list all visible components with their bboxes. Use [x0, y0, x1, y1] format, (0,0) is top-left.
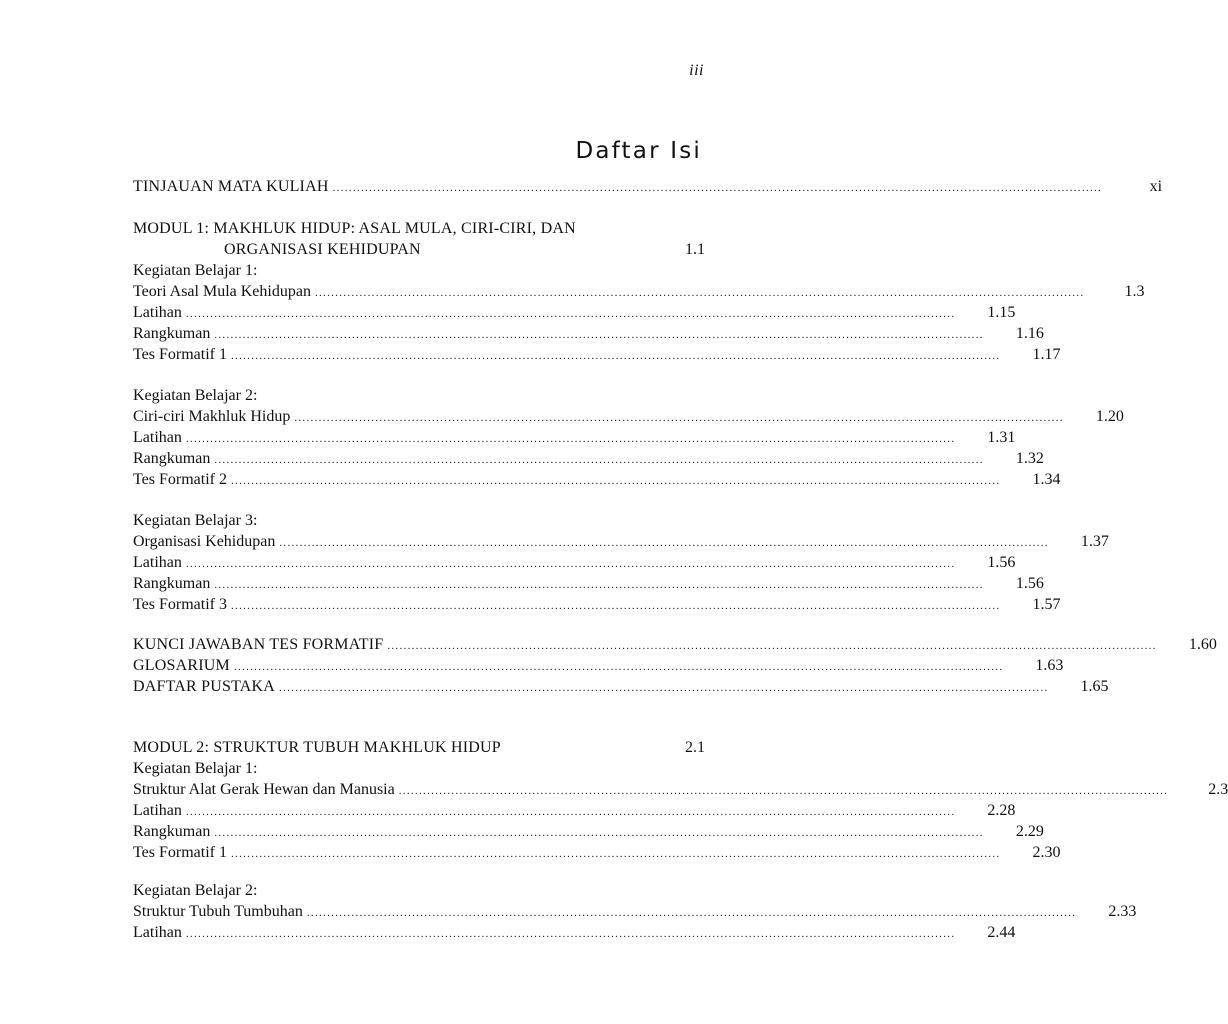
toc-entry[interactable] [133, 531, 1109, 552]
toc-entry-label: MODUL 2: STRUKTUR TUBUH MAKHLUK HIDUP [133, 739, 501, 756]
toc-entry[interactable] [133, 406, 1124, 427]
toc-entry[interactable] [133, 176, 1163, 197]
toc-entry-page: 1.65 [1080, 678, 1109, 695]
toc-leader-dots: .............................................................................................................................................................................................. [332, 182, 1103, 194]
toc-entry-label: Latihan [133, 924, 182, 941]
toc-leader-dots: .............................................................................................................................................................................................. [279, 682, 1049, 694]
toc-entry-label: ORGANISASI KEHIDUPAN [224, 241, 421, 258]
toc-section-heading [133, 510, 705, 531]
toc-entry-label: Ciri-ciri Makhluk Hidup [133, 408, 291, 425]
toc-leader-dots: .............................................................................................................................................................................................. [214, 454, 984, 466]
toc-entry-page: 2.33 [1108, 903, 1137, 920]
toc-entry-label: Struktur Alat Gerak Hewan dan Manusia [133, 781, 395, 798]
toc-entry-label: TINJAUAN MATA KULIAH [133, 178, 329, 195]
toc-entry[interactable] [133, 779, 1228, 800]
toc-entry-label: Rangkuman [133, 450, 211, 467]
toc-entry-label: DAFTAR PUSTAKA [133, 678, 276, 695]
toc-entry-page: 1.1 [685, 241, 705, 258]
toc-section-heading [133, 758, 705, 779]
toc-leader-dots: .............................................................................................................................................................................................. [387, 640, 1157, 652]
toc-entry-page: 2.28 [987, 802, 1016, 819]
toc-entry-label: Kegiatan Belajar 2: [133, 387, 258, 404]
document-title: Daftar Isi [575, 138, 702, 165]
toc-entry-page: 2.29 [1015, 823, 1044, 840]
toc-section-heading [133, 880, 705, 901]
toc-entry-label: GLOSARIUM [133, 657, 230, 674]
toc-entry-page: 1.57 [1032, 596, 1061, 613]
toc-leader-dots: .............................................................................................................................................................................................. [230, 848, 1001, 860]
toc-entry-label: Latihan [133, 429, 182, 446]
toc-entry-label: Teori Asal Mula Kehidupan [133, 283, 311, 300]
toc-entry-label: Kegiatan Belajar 2: [133, 882, 258, 899]
toc-entry-page: 2.3 [1208, 781, 1228, 798]
toc-leader-dots: .............................................................................................................................................................................................. [185, 806, 956, 818]
toc-entry-page: xi [1149, 178, 1163, 195]
toc-entry-label: Kegiatan Belajar 1: [133, 760, 258, 777]
toc-entry[interactable] [133, 302, 1016, 323]
toc-leader-dots: .............................................................................................................................................................................................. [230, 600, 1001, 612]
toc-entry-page: 2.1 [685, 739, 705, 756]
toc-leader-dots: .............................................................................................................................................................................................. [185, 433, 956, 445]
toc-entry-label: Rangkuman [133, 575, 211, 592]
toc-entry[interactable] [133, 901, 1137, 922]
toc-entry[interactable] [133, 922, 1016, 943]
toc-entry-page: 1.31 [987, 429, 1016, 446]
toc-entry-label: Organisasi Kehidupan [133, 533, 276, 550]
toc-leader-dots: .............................................................................................................................................................................................. [185, 308, 956, 320]
toc-entry-page: 1.15 [987, 304, 1016, 321]
toc-entry[interactable] [133, 676, 1109, 697]
toc-leader-dots: .............................................................................................................................................................................................. [398, 785, 1169, 797]
toc-entry-label: Kegiatan Belajar 3: [133, 512, 258, 529]
toc-leader-dots: .............................................................................................................................................................................................. [279, 537, 1049, 549]
toc-entry-label: Latihan [133, 802, 182, 819]
toc-entry-page: 2.44 [987, 924, 1016, 941]
toc-entry[interactable] [133, 281, 1145, 302]
toc-module-heading[interactable] [133, 239, 705, 260]
toc-module-heading[interactable] [133, 737, 705, 758]
toc-entry-label: Kegiatan Belajar 1: [133, 262, 258, 279]
toc-entry-label: MODUL 1: MAKHLUK HIDUP: ASAL MULA, CIRI-CIRI, DAN [133, 220, 576, 237]
toc-leader-dots: .............................................................................................................................................................................................. [214, 827, 984, 839]
toc-entry-page: 1.32 [1015, 450, 1044, 467]
toc-entry[interactable] [133, 469, 1061, 490]
toc-leader-dots: .............................................................................................................................................................................................. [233, 661, 1004, 673]
toc-entry[interactable] [133, 427, 1016, 448]
toc-entry-page: 1.20 [1095, 408, 1124, 425]
toc-entry[interactable] [133, 448, 1044, 469]
toc-entry-label: Struktur Tubuh Tumbuhan [133, 903, 303, 920]
toc-leader-dots: .............................................................................................................................................................................................. [230, 475, 1001, 487]
toc-entry[interactable] [133, 594, 1061, 615]
toc-entry[interactable] [133, 344, 1061, 365]
toc-leader-dots: .............................................................................................................................................................................................. [214, 329, 984, 341]
toc-entry-page: 1.3 [1124, 283, 1145, 300]
toc-entry[interactable] [133, 821, 1044, 842]
toc-module-heading[interactable] [133, 218, 705, 239]
toc-entry-label: Tes Formatif 2 [133, 471, 227, 488]
toc-entry[interactable] [133, 842, 1061, 863]
toc-leader-dots: .............................................................................................................................................................................................. [230, 350, 1001, 362]
toc-entry-label: Rangkuman [133, 823, 211, 840]
toc-entry-label: Latihan [133, 554, 182, 571]
toc-leader-dots: .............................................................................................................................................................................................. [294, 412, 1064, 424]
toc-entry-label: Tes Formatif 3 [133, 596, 227, 613]
toc-section-heading [133, 385, 705, 406]
toc-leader-dots: .............................................................................................................................................................................................. [185, 558, 956, 570]
toc-leader-dots: .............................................................................................................................................................................................. [185, 928, 956, 940]
page-number: iii [689, 62, 704, 79]
toc-entry-label: KUNCI JAWABAN TES FORMATIF [133, 636, 384, 653]
toc-entry[interactable] [133, 800, 1016, 821]
toc-leader-dots: .............................................................................................................................................................................................. [314, 287, 1085, 299]
toc-entry-page: 1.56 [987, 554, 1016, 571]
toc-entry-page: 1.17 [1032, 346, 1061, 363]
toc-leader-dots: .............................................................................................................................................................................................. [214, 579, 984, 591]
toc-entry-label: Tes Formatif 1 [133, 346, 227, 363]
toc-entry-page: 1.34 [1032, 471, 1061, 488]
toc-entry-label: Tes Formatif 1 [133, 844, 227, 861]
toc-entry[interactable] [133, 655, 1064, 676]
toc-leader-dots: .............................................................................................................................................................................................. [306, 907, 1077, 919]
toc-entry-page: 1.37 [1080, 533, 1109, 550]
toc-entry[interactable] [133, 573, 1044, 594]
toc-entry-page: 1.16 [1015, 325, 1044, 342]
toc-entry-page: 2.30 [1032, 844, 1061, 861]
toc-entry-page: 1.60 [1188, 636, 1217, 653]
toc-entry[interactable] [133, 323, 1044, 344]
toc-entry-page: 1.56 [1015, 575, 1044, 592]
toc-entry[interactable] [133, 634, 1217, 655]
toc-entry-page: 1.63 [1035, 657, 1064, 674]
toc-entry-label: Latihan [133, 304, 182, 321]
toc-entry-label: Rangkuman [133, 325, 211, 342]
toc-section-heading [133, 260, 705, 281]
toc-entry[interactable] [133, 552, 1016, 573]
